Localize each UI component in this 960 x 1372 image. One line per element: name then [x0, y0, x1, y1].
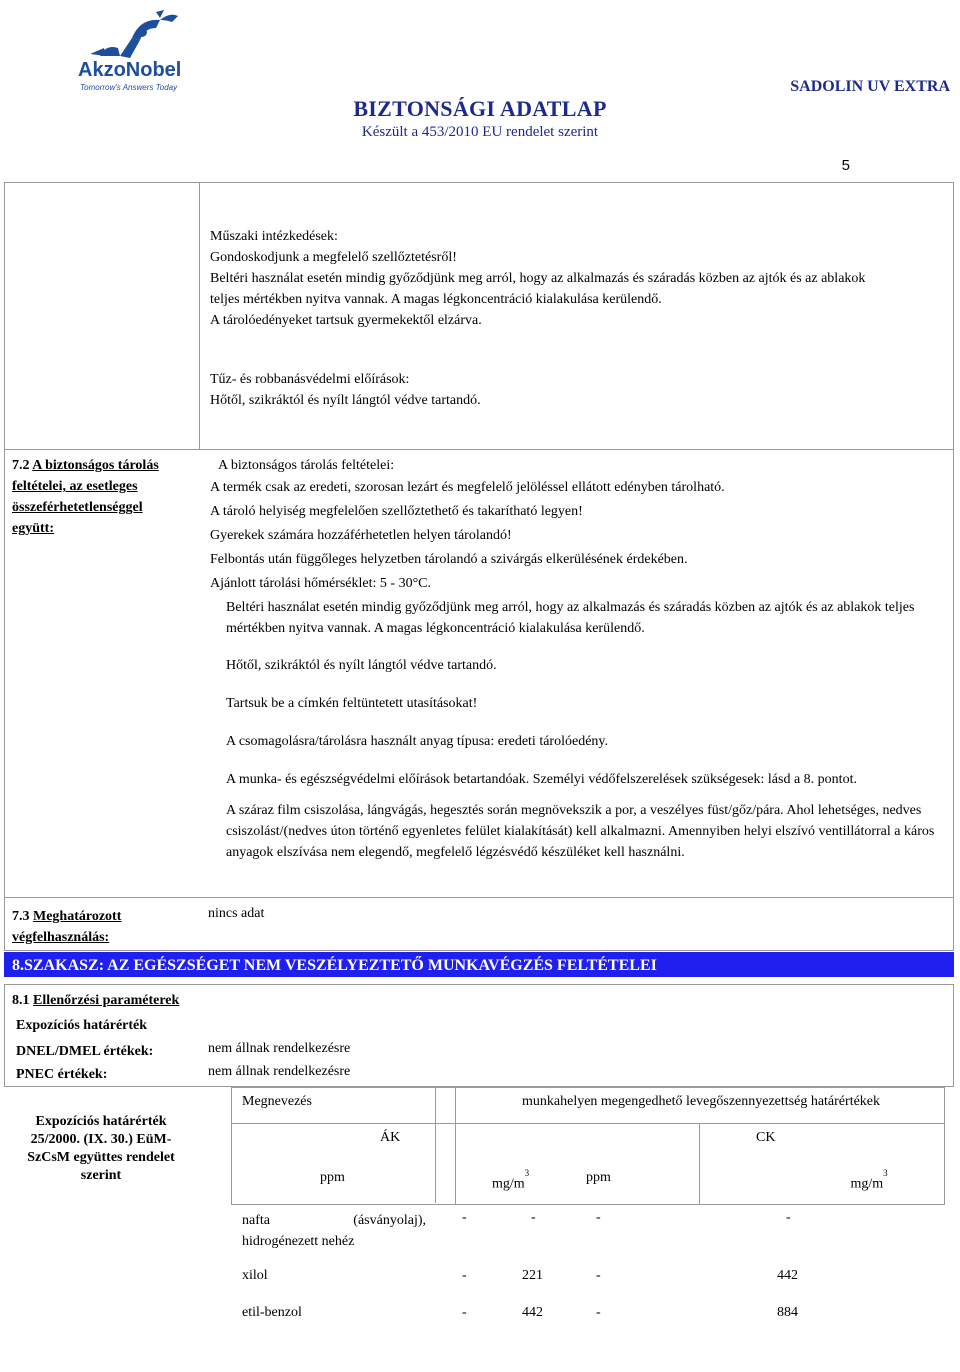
exposure-limits-table [231, 1087, 945, 1205]
unit-cell [232, 1124, 456, 1205]
section-number: 7.2 [12, 458, 30, 473]
brand-tagline: Tomorrow's Answers Today [80, 83, 178, 92]
dnel-label: DNEL/DMEL értékek: [16, 1044, 154, 1059]
sup-3: 3 [883, 1168, 888, 1178]
text-line: Tűz- és robbanásvédelmi előírások: [210, 372, 410, 387]
ck-ppm: - [596, 1305, 601, 1320]
ak-ppm: - [462, 1305, 467, 1320]
text-line: Műszaki intézkedések: [210, 229, 338, 244]
paragraph: Tartsuk be a címkén feltüntetett utasításokat! [226, 696, 478, 711]
document-subtitle: Készült a 453/2010 EU rendelet szerint [361, 124, 599, 140]
pnec-value: nem állnak rendelkezésre [208, 1064, 351, 1079]
product-name: SADOLIN UV EXTRA [790, 78, 950, 95]
ak-mg: 442 [522, 1305, 543, 1320]
divider-7-3 [4, 897, 954, 898]
section-8-banner: 8.SZAKASZ: AZ EGÉSZSÉGET NEM VESZÉLYEZTETŐ MUNKAVÉGZÉS FELTÉTELEI [4, 952, 954, 977]
mgm3-text: mg/m [492, 1176, 525, 1192]
text-line: Gondoskodjunk a megfelelő szellőztetésről! [210, 250, 457, 265]
text-line: teljes mértékben nyitva vannak. A magas légkoncentráció kialakulása kerülendő. [210, 292, 662, 307]
unit-cell [700, 1124, 945, 1205]
section-number: 8.1 [12, 993, 30, 1008]
unit-cell [456, 1124, 776, 1205]
storage-conditions [210, 455, 950, 596]
storage-paragraphs [226, 597, 950, 863]
ak-mg: 221 [522, 1268, 543, 1283]
section-title: Ellenőrzési paraméterek [33, 993, 180, 1008]
text-line: A termék csak az eredeti, szorosan lezárt és megfelelő jelöléssel ellátott edényben tárolható. [210, 480, 725, 495]
section-7-3-label [12, 906, 187, 948]
page-number: 5 [841, 157, 850, 174]
section-7-2-label [12, 455, 187, 539]
text-line: Beltéri használat esetén mindig győződjünk meg arról, hogy az alkalmazás és száradás közben az ajtók és az ablakok [210, 271, 866, 286]
ck-mg: - [786, 1210, 791, 1225]
row-name-line2: hidrogénezett nehéz [242, 1234, 355, 1249]
text-line: Gyerekek számára hozzáférhetetlen helyen tárolandó! [210, 528, 512, 543]
row-name [242, 1210, 426, 1252]
row-name: etil-benzol [242, 1305, 302, 1320]
section-title: Meghatározott végfelhasználás: [12, 909, 122, 945]
exposure-limit-regulation: Expozíciós határérték 25/2000. (IX. 30.) EüM-SzCsM együttes rendelet szerint [27, 1114, 175, 1183]
section-title: A biztonságos tárolás feltételei, az esetleges összeférhetetlenséggel együtt: [12, 458, 159, 536]
row-name: xilol [242, 1268, 268, 1283]
pnec-label: PNEC értékek: [16, 1067, 108, 1082]
paragraph: Beltéri használat esetén mindig győződjünk meg arról, hogy az alkalmazás és száradás közben az ajtók és az ablakok teljes mértékben nyitva vannak. A magas légkoncentráció kialakulása kerülendő. [226, 600, 915, 636]
exposure-limit-title: Expozíciós határérték [16, 1018, 148, 1033]
section-number: 7.3 [12, 909, 30, 924]
divider-top [4, 449, 954, 450]
sup-3: 3 [524, 1168, 530, 1178]
paragraph: A munka- és egészségvédelmi előírások betartandóak. Személyi védőfelszerelések szükségesek: lásd a 8. pontot. [226, 772, 857, 787]
ppm-label: ppm [586, 1170, 611, 1185]
ck-ppm: - [596, 1210, 601, 1225]
mgm3-text: mg/m [850, 1176, 884, 1192]
brand-name: AkzoNobel [78, 59, 182, 81]
word: nafta [242, 1213, 270, 1228]
ck-ppm: - [596, 1268, 601, 1283]
text-line: Hőtől, szikráktól és nyílt lángtól védve tartandó. [210, 393, 481, 408]
paragraph: Hőtől, szikráktól és nyílt lángtól védve tartandó. [226, 658, 497, 673]
mgm3-label [492, 1168, 530, 1193]
word: (ásványolaj), [353, 1213, 426, 1228]
ck-mg: 884 [777, 1305, 798, 1320]
paragraph: A csomagolásra/tárolásra használt anyag típusa: eredeti tárolóedény. [226, 734, 608, 749]
dnel-value: nem állnak rendelkezésre [208, 1041, 351, 1056]
ak-label: ÁK [380, 1130, 401, 1145]
paragraph: A száraz film csiszolása, lángvágás, hegesztés során megnövekszik a por, a veszélyes füst/gőz/pára. Ahol lehetséges, nedves csiszolást/(nedves úton történő egyenletes felület kialakítását) kell alkalmazni. Amennyiben helyi elszívó ventillátorral a káros anyagok elszívása nem elegendő, megfelelő légzésvédő készüléket kell használni. [226, 803, 935, 860]
technical-measures [210, 226, 950, 331]
row-name-line1 [242, 1210, 426, 1231]
text-line: A tároló helyiség megfelelően szellőztethető és takarítható legyen! [210, 504, 583, 519]
text-line: A biztonságos tárolás feltételei: [218, 458, 395, 473]
end-use-value: nincs adat [208, 906, 265, 921]
document-title: BIZTONSÁGI ADATLAP [353, 96, 607, 121]
header-limits: munkahelyen megengedhető levegőszennyezettség határértékek [456, 1088, 945, 1124]
text-line: A tárolóedényeket tartsuk gyermekektől elzárva. [210, 313, 482, 328]
ak-ppm: - [462, 1268, 467, 1283]
ck-mg: 442 [777, 1268, 798, 1283]
ck-label: CK [756, 1130, 776, 1145]
header-name: Megnevezés [232, 1088, 456, 1124]
text-line: Felbontás után függőleges helyzetben tárolandó a szivárgás elkerülésének érdekében. [210, 552, 688, 567]
fire-protection [210, 369, 950, 411]
table-col-divider [435, 1087, 436, 1203]
column-divider-top [199, 182, 200, 449]
ppm-label: ppm [320, 1170, 345, 1185]
mgm3-label [850, 1168, 888, 1193]
ak-ppm: - [462, 1210, 467, 1225]
akzonobel-logo [60, 8, 185, 96]
section-8-1-label [12, 990, 179, 1011]
ak-mg: - [531, 1210, 536, 1225]
text-line: Ajánlott tárolási hőmérséklet: 5 - 30°C. [210, 576, 431, 591]
